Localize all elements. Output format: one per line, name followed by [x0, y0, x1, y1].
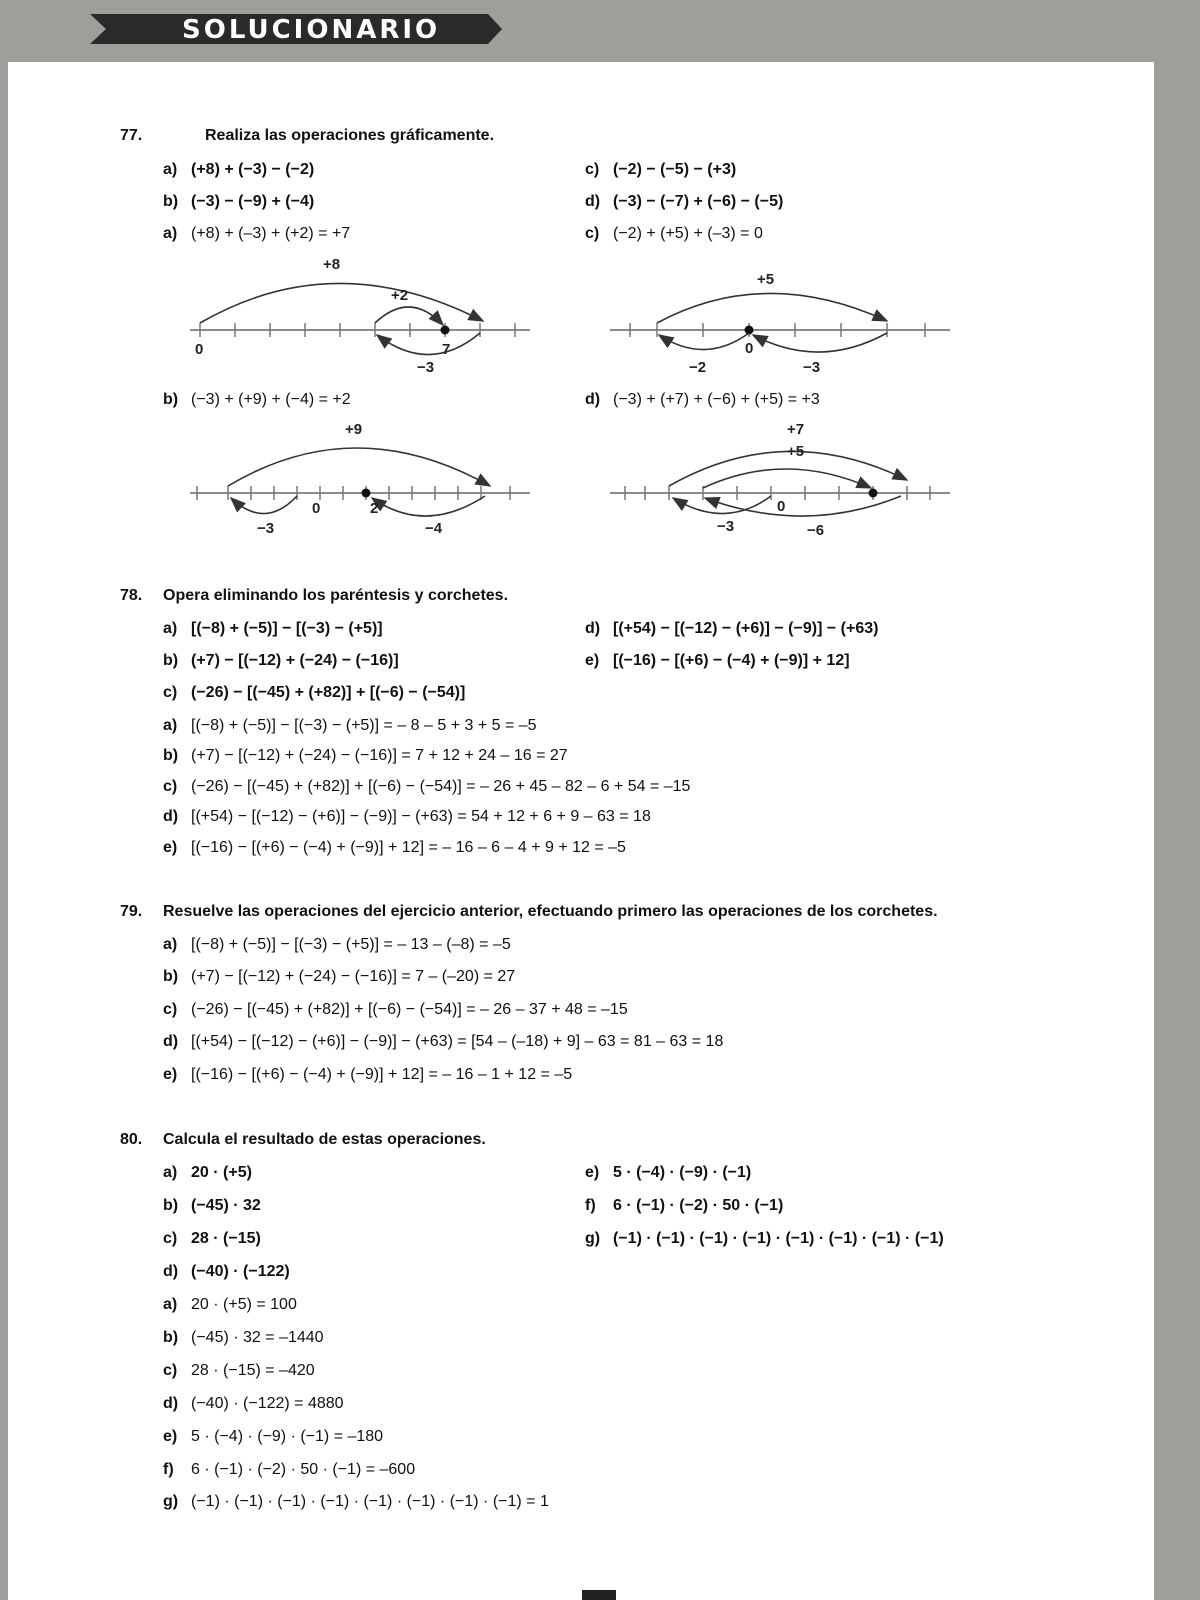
label-zero: 0 — [312, 500, 321, 517]
ex79-solution-a: a) [(−8) + (−5)] − [(−3) − (+5)] = – 13 – (–8) = –5 — [163, 936, 511, 953]
ex77-item-c: c) (−2) − (−5) − (+3) — [585, 161, 737, 178]
label-minus3: −3 — [257, 520, 275, 537]
page-title: SOLUCIONARIO — [182, 15, 441, 45]
arc-plus9 — [228, 448, 490, 486]
ex78-item-b: b) (+7) − [(−12) + (−24) − (−16)] — [163, 652, 399, 669]
ex77-solution-a: a) (+8) + (–3) + (+2) = +7 — [163, 225, 351, 242]
ex80-item-e: e) 5 · (−4) · (−9) · (−1) — [585, 1164, 752, 1181]
label-minus3: −3 — [803, 359, 821, 376]
ex78-solution-c: c) (−26) − [(−45) + (+82)] + [(−6) − (−54)] = – 26 + 45 – 82 – 6 + 54 = –15 — [163, 778, 691, 795]
label-plus5: +5 — [787, 443, 805, 460]
ex77-solution-c: c) (−2) + (+5) + (–3) = 0 — [585, 225, 763, 242]
ex77-solution-b: b) (−3) + (+9) + (−4) = +2 — [163, 391, 351, 408]
result-dot — [441, 326, 450, 335]
ex78-solution-b: b) (+7) − [(−12) + (−24) − (−16)] = 7 + 12 + 24 – 16 = 27 — [163, 747, 568, 764]
ex78-item-d: d) [(+54) − [(−12) − (+6)] − (−9)] − (+63) — [585, 620, 879, 637]
ex80-item-a: a) 20 · (+5) — [163, 1164, 252, 1181]
arc-minus2 — [659, 333, 749, 350]
arc-minus3 — [377, 333, 480, 355]
ex78-solution-d: d) [(+54) − [(−12) − (+6)] − (−9)] − (+63) = 54 + 12 + 6 + 9 – 63 = 18 — [163, 808, 651, 825]
label-zero: 0 — [195, 341, 204, 358]
arc-plus2 — [375, 307, 443, 325]
ex80-solution-e: e) 5 · (−4) · (−9) · (−1) = –180 — [163, 1428, 384, 1445]
ex80-solution-d: d) (−40) · (−122) = 4880 — [163, 1395, 344, 1412]
number-line-c — [605, 265, 955, 380]
ex77-item-d: d) (−3) − (−7) + (−6) − (−5) — [585, 193, 784, 210]
ex80-item-c: c) 28 · (−15) — [163, 1230, 261, 1247]
ex78-item-c: c) (−26) − [(−45) + (+82)] + [(−6) − (−54)] — [163, 684, 466, 701]
number-line-a — [185, 255, 535, 380]
result-dot — [745, 326, 754, 335]
ex79-solution-d: d) [(+54) − [(−12) − (+6)] − (−9)] − (+63) = [54 – (–18) + 9] – 63 = 81 – 63 = 18 — [163, 1033, 724, 1050]
label-zero: 0 — [745, 340, 754, 357]
ex80-solution-a: a) 20 · (+5) = 100 — [163, 1296, 297, 1313]
arc-plus5 — [703, 469, 871, 488]
ex80-item-b: b) (−45) · 32 — [163, 1197, 261, 1214]
label-plus5: +5 — [757, 271, 775, 288]
label-two: 2 — [370, 500, 379, 517]
label-minus6: −6 — [807, 522, 825, 539]
number-line-b — [185, 420, 535, 545]
label-zero: 0 — [777, 498, 786, 515]
label-plus8: +8 — [323, 256, 341, 273]
result-dot — [362, 489, 371, 498]
label-plus2: +2 — [391, 287, 409, 304]
label-plus9: +9 — [345, 421, 363, 438]
title-banner — [90, 14, 502, 44]
arc-minus3 — [231, 496, 297, 514]
exercise-78-number: 78. — [120, 587, 143, 604]
number-line-d — [605, 420, 955, 545]
label-minus3: −3 — [717, 518, 735, 535]
ex79-solution-b: b) (+7) − [(−12) + (−24) − (−16)] = 7 – (–20) = 27 — [163, 968, 516, 985]
exercise-77-title: Realiza las operaciones gráficamente. — [205, 127, 495, 144]
exercise-77-number: 77. — [120, 127, 143, 144]
exercise-79-title: Resuelve las operaciones del ejercicio anterior, efectuando primero las operaciones de los corchetes. — [163, 903, 938, 920]
arc-plus8 — [200, 283, 483, 323]
header-bar — [0, 0, 1200, 62]
ex80-solution-b: b) (−45) · 32 = –1440 — [163, 1329, 324, 1346]
ex80-item-f: f) 6 · (−1) · (−2) · 50 · (−1) — [585, 1197, 784, 1214]
ex80-solution-c: c) 28 · (−15) = –420 — [163, 1362, 315, 1379]
exercise-80-title: Calcula el resultado de estas operaciones. — [163, 1131, 486, 1148]
ex78-item-a: a) [(−8) + (−5)] − [(−3) − (+5)] — [163, 620, 383, 637]
ex80-item-g: g) (−1) · (−1) · (−1) · (−1) · (−1) · (−1) · (−1) · (−1) — [585, 1230, 944, 1247]
ex78-solution-a: a) [(−8) + (−5)] − [(−3) − (+5)] = – 8 – 5 + 3 + 5 = –5 — [163, 717, 537, 734]
label-minus4: −4 — [425, 520, 443, 537]
exercise-80-number: 80. — [120, 1131, 143, 1148]
ex77-item-b: b) (−3) − (−9) + (−4) — [163, 193, 315, 210]
arc-minus3 — [753, 333, 887, 352]
exercise-79-number: 79. — [120, 903, 143, 920]
ex79-solution-c: c) (−26) − [(−45) + (+82)] + [(−6) − (−54)] = – 26 – 37 + 48 = –15 — [163, 1001, 628, 1018]
label-minus3: −3 — [417, 359, 435, 376]
result-dot — [869, 489, 878, 498]
exercise-78-title: Opera eliminando los paréntesis y corchetes. — [163, 587, 509, 604]
label-plus7: +7 — [787, 421, 805, 438]
ex80-item-d: d) (−40) · (−122) — [163, 1263, 290, 1280]
ex78-solution-e: e) [(−16) − [(+6) − (−4) + (−9)] + 12] = – 16 – 6 – 4 + 9 + 12 = –5 — [163, 839, 626, 856]
ex77-solution-d: d) (−3) + (+7) + (−6) + (+5) = +3 — [585, 391, 820, 408]
ex79-solution-e: e) [(−16) − [(+6) − (−4) + (−9)] + 12] = – 16 – 1 + 12 = –5 — [163, 1066, 573, 1083]
page-marker — [582, 1590, 616, 1600]
ex80-solution-f: f) 6 · (−1) · (−2) · 50 · (−1) = –600 — [163, 1461, 416, 1478]
arc-minus3 — [673, 496, 771, 514]
label-minus2: −2 — [689, 359, 707, 376]
ex80-solution-g: g) (−1) · (−1) · (−1) · (−1) · (−1) · (−1) · (−1) · (−1) = 1 — [163, 1493, 549, 1510]
label-seven: 7 — [442, 341, 451, 358]
ex78-item-e: e) [(−16) − [(+6) − (−4) + (−9)] + 12] — [585, 652, 850, 669]
ex77-item-a: a) (+8) + (−3) − (−2) — [163, 161, 315, 178]
arc-plus5 — [657, 293, 887, 323]
